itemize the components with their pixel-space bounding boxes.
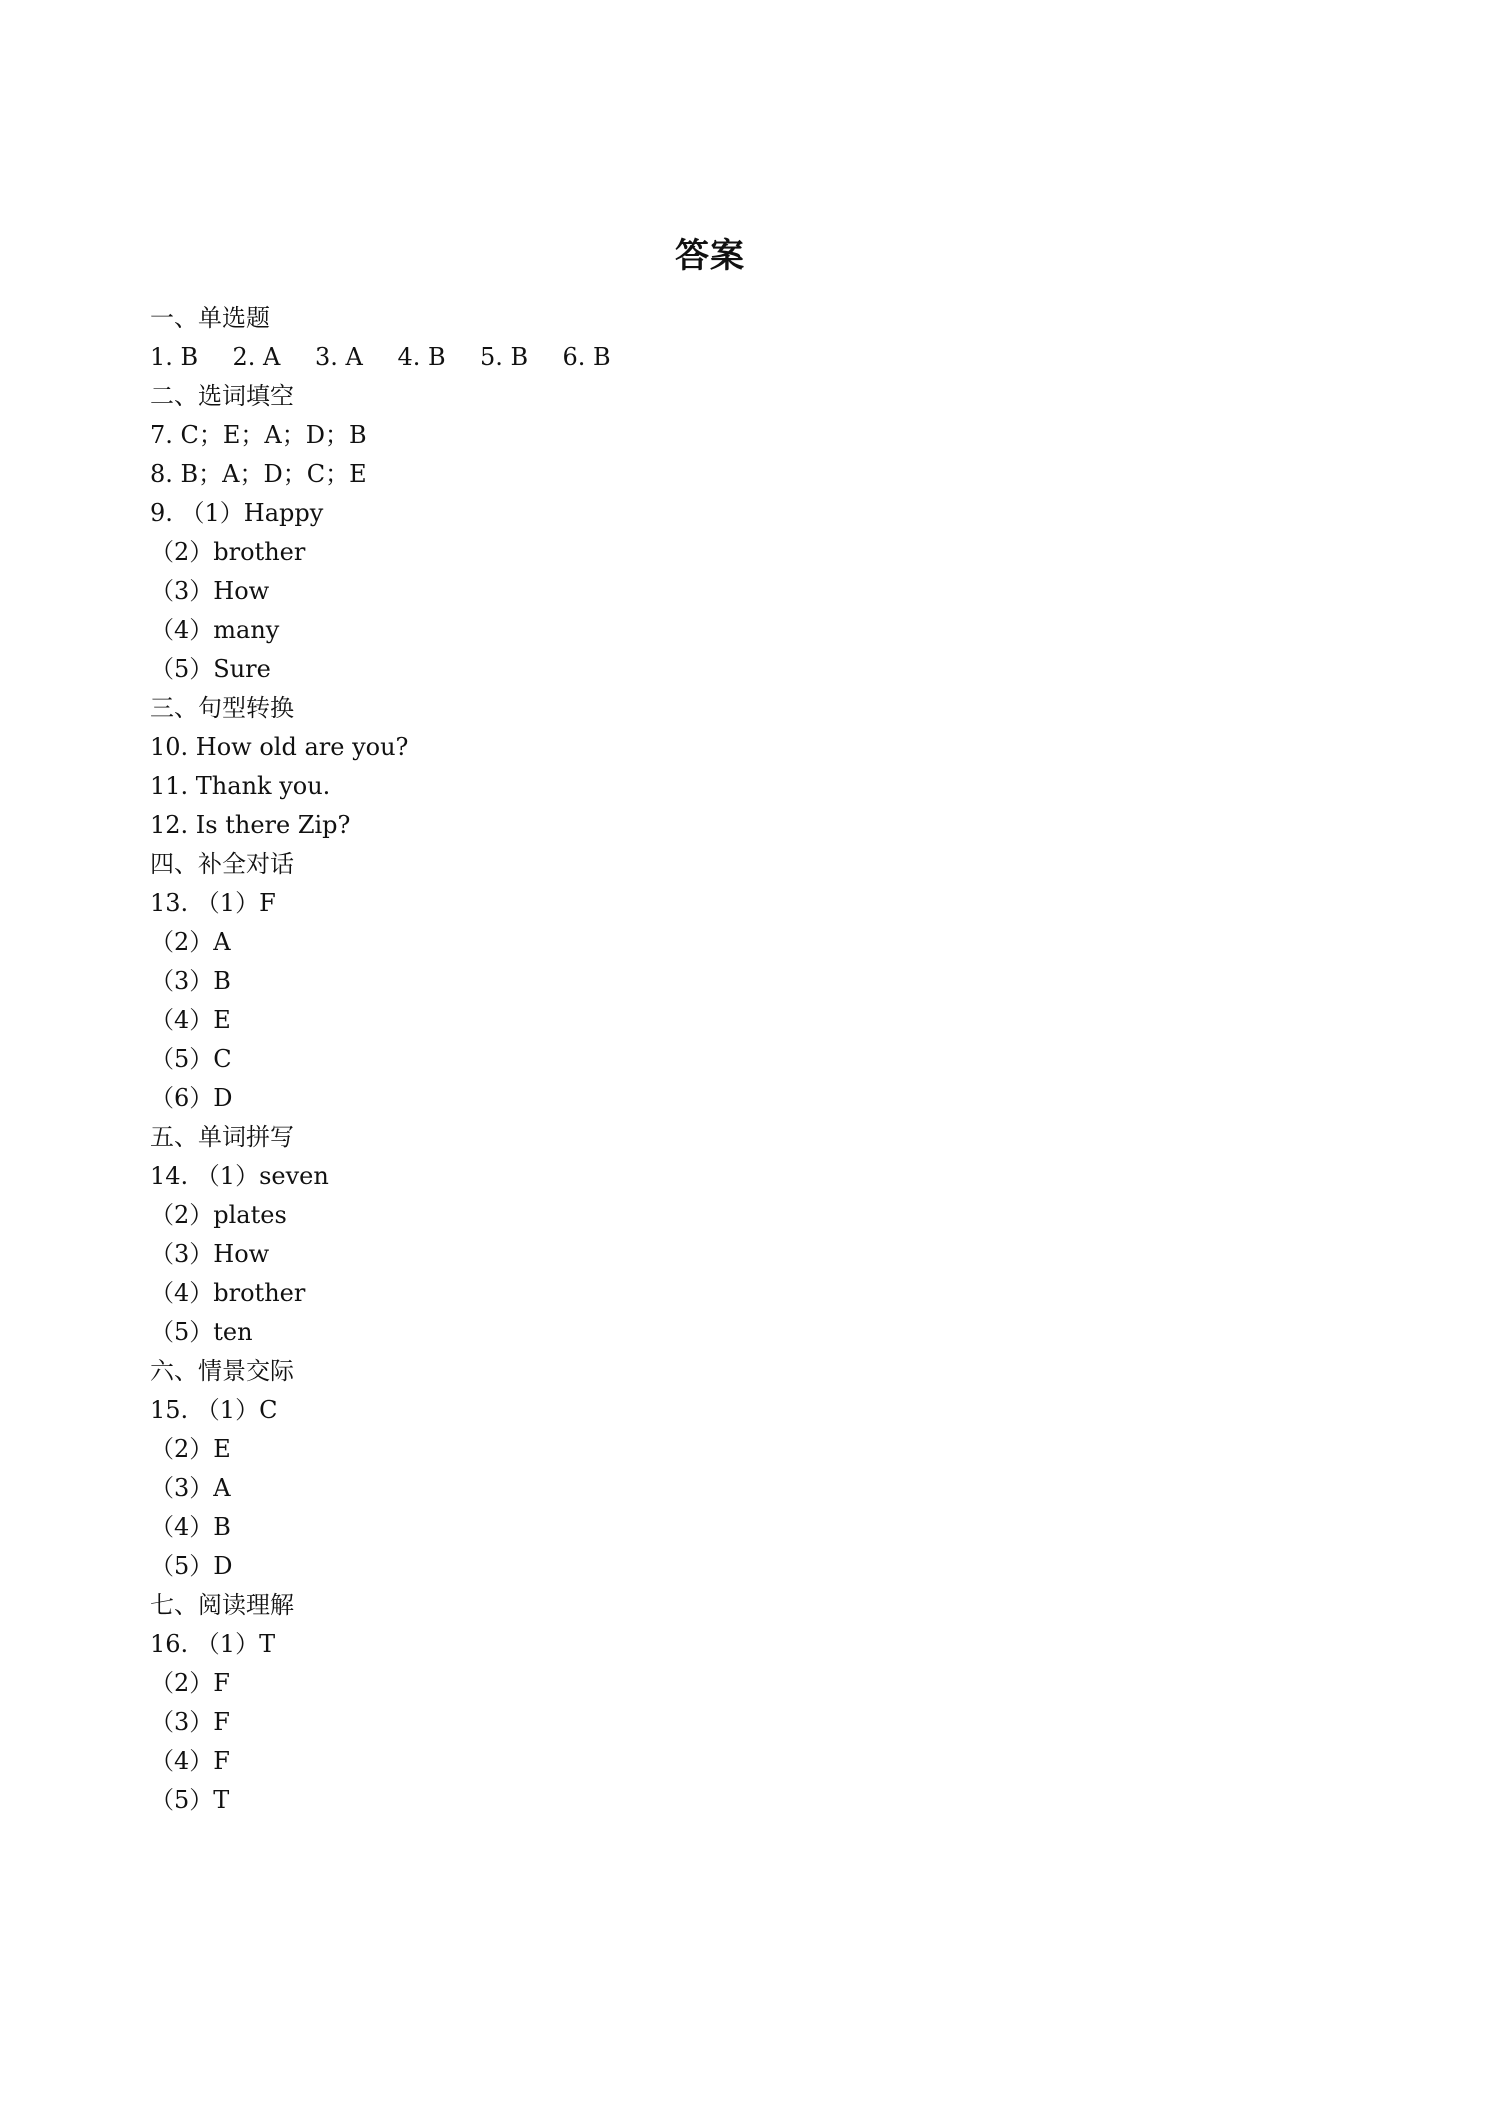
answer-line: 14. （1）seven [150,1162,329,1190]
answer-line: （2）brother [150,538,306,566]
mc-answer-item: 3. A [315,343,363,371]
answer-line: （4）many [150,616,280,644]
page-title: 答案 [675,236,745,276]
answer-line: 11. Thank you. [150,772,331,800]
answer-list [150,299,1350,1820]
section-heading: 四、补全对话 [150,850,294,878]
answer-line: （3）F [150,1708,230,1736]
section-heading: 一、单选题 [150,304,270,332]
answer-line: （5）Sure [150,655,271,683]
answer-line: （3）A [150,1474,231,1502]
answer-line: 16. （1）T [150,1630,276,1658]
mc-answer-item: 5. B [480,343,529,371]
mc-answer-item: 6. B [562,343,611,371]
answer-line: 12. Is there Zip? [150,811,351,839]
answer-line: （5）C [150,1045,232,1073]
answer-line: （3）How [150,1240,270,1268]
answer-line: （2）F [150,1669,230,1697]
answer-line: 8. B；A；D；C；E [150,460,367,488]
section-heading: 五、单词拼写 [150,1123,294,1151]
answer-line: 15. （1）C [150,1396,278,1424]
answer-line: （4）brother [150,1279,306,1307]
answer-line: 10. How old are you? [150,733,409,761]
answer-line: （4）F [150,1747,230,1775]
answer-line: （3）How [150,577,270,605]
answer-line: （2）E [150,1435,231,1463]
answer-line: （4）B [150,1513,231,1541]
multiple-choice-answer-row [150,338,1350,377]
answer-line: （2）plates [150,1201,287,1229]
answer-line: 7. C；E；A；D；B [150,421,367,449]
answer-line: 13. （1）F [150,889,276,917]
section-heading: 六、情景交际 [150,1357,294,1385]
answer-line: （5）ten [150,1318,253,1346]
answer-line: （5）T [150,1786,230,1814]
section-heading: 七、阅读理解 [150,1591,294,1619]
answer-line: （6）D [150,1084,233,1112]
answer-line: （2）A [150,928,231,956]
section-heading: 二、选词填空 [150,382,294,410]
answer-line: （4）E [150,1006,231,1034]
mc-answer-item: 4. B [397,343,446,371]
answer-line: 9. （1）Happy [150,499,324,527]
mc-answer-item: 2. A [232,343,281,371]
mc-answer-item: 1. B [150,343,199,371]
section-heading: 三、句型转换 [150,694,294,722]
answer-line: （3）B [150,967,231,995]
answer-line: （5）D [150,1552,233,1580]
